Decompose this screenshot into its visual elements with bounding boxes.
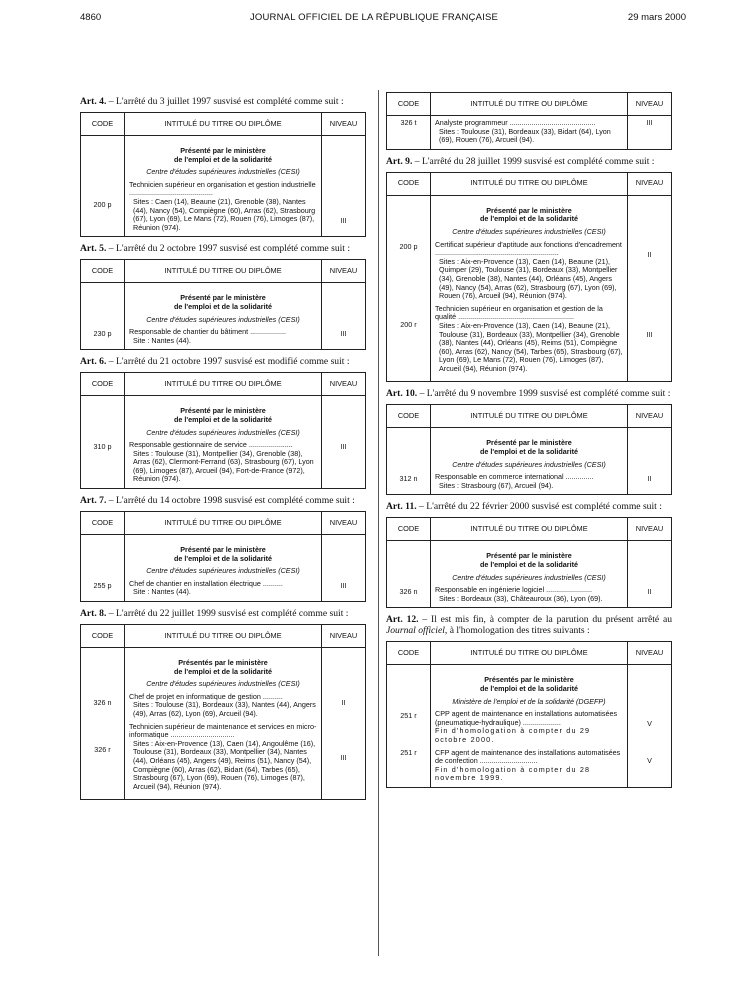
right-column (386, 92, 672, 788)
issue-date: 29 mars 2000 (627, 12, 686, 23)
diploma-title: Responsable en commerce international .............. (435, 472, 594, 482)
diploma-sites: Site : Nantes (44). (133, 587, 191, 597)
diploma-sites: Sites : Aix-en-Provence (13), Caen (14), Angoulême (16), Toulouse (31), Bordeaux (33), Montpellier (34), Nantes (44), Orléans (45), Angers (49), Reims (51), Nancy (54), Compiègne (60), Arras (62), Bidart (64), Tarbes (65), Strasbourg (67), Lyon (69), Rouen (76), Limoges (87), Arcueil (94), Réunion (974). (133, 738, 316, 791)
ministry-heading: Présenté par le ministère de l'emploi et de la solidarité (174, 146, 272, 164)
diploma-sites: Sites : Toulouse (31), Montpellier (34), Grenoble (38), Arras (62), Clermont-Ferrand (63), Strasbourg (67), Lyon (69), Limoges (87), Arcueil (94), Fort-de-France (972), Réunion (974). (133, 448, 314, 484)
diploma-title: Certificat supérieur d'aptitude aux fonctions d'encadrement .............................................................. (435, 239, 622, 258)
end-of-homologation: Fin d'homologation à compter du 29 octobre 2000. (435, 726, 591, 744)
diploma-sites: Sites : Aix-en-Provence (13), Caen (14), Beaune (21), Quimper (29), Toulouse (31), Bordeaux (33), Montpellier (34), Grenoble (38), Nantes (44), Orléans (45), Angers (49), Nancy (54), Arras (62), Strasbourg (67), Lyon (69), Rouen (76), Arcueil (94), Réunion (974). (439, 256, 618, 301)
diploma-title: Technicien supérieur de maintenance et services en micro-informatique ................................ (129, 721, 317, 740)
article-6-text: Art. 6. – L'arrêté du 21 octobre 1997 susvisé est modifié comme suit : (80, 356, 350, 368)
article-8-text: Art. 8. – L'arrêté du 22 juillet 1999 susvisé est complété comme suit : (80, 608, 349, 620)
article-11-text: Art. 11. – L'arrêté du 22 février 2000 susvisé est complété comme suit : (386, 501, 662, 513)
article-7-text: Art. 7. – L'arrêté du 14 octobre 1998 susvisé est complété comme suit : (80, 495, 355, 507)
diploma-title: Analyste programmeur ........................................... (435, 118, 596, 127)
diploma-sites: Sites : Toulouse (31), Bordeaux (33), Bidart (64), Lyon (69), Rouen (76), Arcueil (94). (439, 126, 611, 145)
article-10-text: Art. 10. – L'arrêté du 9 novembre 1999 susvisé est complété comme suit : (386, 388, 671, 400)
journal-title: JOURNAL OFFICIEL DE LA RÉPUBLIQUE FRANÇAISE (249, 12, 499, 23)
article-8-table-continued: CODE INTITULÉ DU TITRE OU DIPLÔME NIVEAU 326 t Analyste programmeur ........................................... Sites : Toulouse (31), Bordeaux (33), Bidart (64), Lyon (69), Rouen (76), Arcueil (94). III (386, 92, 672, 150)
article-4-table: CODE INTITULÉ DU TITRE OU DIPLÔME NIVEAU 200 p Présenté par le ministère de l'emploi et de la solidarité Centre d'études supérieures industrielles (CESI) Technicien supérieur en organisation et gestion industrielle .......................................... Sites : Caen (14), Beaune (21), Grenoble (38), Nantes (44), Nancy (54), Compiègne (60), Arras (62), Strasbourg (67), Lyon (69), Le Mans (72), Rouen (76), Limoges (87), Réunion (974). III (80, 112, 366, 237)
diploma-title: Responsable en ingénierie logiciel ....................... (435, 585, 593, 595)
end-of-homologation: Fin d'homologation à compter du 28 novembre 1999. (435, 764, 591, 783)
article-5-text: Art. 5. – L'arrêté du 2 octobre 1997 susvisé est complété comme suit : (80, 243, 351, 255)
dgefp-name: Ministère de l'emploi et de la solidarité (DGEFP) (452, 696, 606, 706)
diploma-title: Responsable gestionnaire de service ...................... (129, 440, 293, 450)
article-7-table: CODE INTITULÉ DU TITRE OU DIPLÔME NIVEAU 255 p Présenté par le ministère de l'emploi et de la solidarité Centre d'études supérieures industrielles (CESI) Chef de chantier en installation électrique .......... Site : Nantes (44). III (80, 511, 366, 602)
center-name: Centre d'études supérieures industrielles (CESI) (146, 167, 300, 177)
article-9-table: CODE INTITULÉ DU TITRE OU DIPLÔME NIVEAU 200 p 200 r Présenté par le ministère de l'emploi et de la solidarité Centre d'études supérieures industrielles (CESI) Certificat supérieur d'aptitude aux fonctions d'encadrement .............................................................. Sites : Aix-en-Provence (13), Caen (14), Beaune (21), Quimper (29), Toulouse (31), Bordeaux (33), Montpellier (34), Grenoble (38), Nantes (44), Orléans (45), Angers (49), Nancy (54), Arras (62), Strasbourg (67), Lyon (69), Rouen (76), Arcueil (94), Réunion (974). Technicien supérieur en organisation et gestion de la qualité .......................................................... Sites : Aix-en-Provence (13), Caen (14), Beaune (21), Toulouse (31), Bordeaux (33), Montpellier (34), Grenoble (38), Nantes (44), Orléans (45), Reims (51), Compiègne (60), Arras (62), Nancy (54), Tarbes (65), Strasbourg (67), Lyon (69), Le Mans (72), Rouen (76), Limoges (87), Arcueil (94), Réunion (974). II III (386, 172, 672, 383)
diploma-sites: Site : Nantes (44). (133, 335, 191, 345)
diploma-title: Responsable de chantier du bâtiment .................. (129, 327, 287, 337)
article-5-table: CODE INTITULÉ DU TITRE OU DIPLÔME NIVEAU 230 p Présenté par le ministère de l'emploi et de la solidarité Centre d'études supérieures industrielles (CESI) Responsable de chantier du bâtiment .................. Site : Nantes (44). III (80, 259, 366, 350)
diploma-sites: Sites : Toulouse (31), Bordeaux (33), Nantes (44), Angers (49), Arras (62), Lyon (69), Arcueil (94). (133, 700, 316, 718)
article-8-table: CODE INTITULÉ DU TITRE OU DIPLÔME NIVEAU 326 n 326 r Présentés par le ministère de l'emploi et de la solidarité Centre d'études supérieures industrielles (CESI) Chef de projet en informatique de gestion .......... Sites : Toulouse (31), Bordeaux (33), Nantes (44), Angers (49), Arras (62), Lyon (69), Arcueil (94). Technicien supérieur de maintenance et services en micro-informatique ................................ Sites : Aix-en-Provence (13), Caen (14), Angoulême (16), Toulouse (31), Bordeaux (33), Montpellier (34), Nantes (44), Orléans (45), Angers (49), Reims (51), Nancy (54), Compiègne (60), Arras (62), Bidart (64), Tarbes (65), Strasbourg (67), Lyon (69), Rouen (76), Limoges (87), Arcueil (94), Réunion (974). II III (80, 624, 366, 800)
diploma-title: Technicien supérieur en organisation et gestion industrielle .......................................... (129, 179, 316, 198)
page-number: 4860 (80, 12, 102, 23)
diploma-title: Chef de chantier en installation électrique .......... (129, 578, 283, 588)
diploma-title: Chef de projet en informatique de gestion .......... (129, 691, 283, 701)
diploma-sites: Sites : Bordeaux (33), Châteauroux (36), Lyon (69). (439, 593, 603, 603)
article-10-table: CODE INTITULÉ DU TITRE OU DIPLÔME NIVEAU 312 n Présenté par le ministère de l'emploi et de la solidarité Centre d'études supérieures industrielles (CESI) Responsable en commerce international .............. Sites : Strasbourg (67), Arcueil (94). II (386, 404, 672, 495)
column-divider (378, 90, 379, 956)
article-12-table: CODE INTITULÉ DU TITRE OU DIPLÔME NIVEAU 251 r 251 r Présentés par le ministère de l'emploi et de la solidarité Ministère de l'emploi et de la solidarité (DGEFP) CPP agent de maintenance en installations automatisées (pneumatique-hydraulique) ................... Fin d'homologation à compter du 29 octobre 2000. CFP agent de maintenance des installations automatisées de confection ............................. Fin d'homologation à compter du 28 novembre 1999. V V (386, 641, 672, 788)
article-11-table: CODE INTITULÉ DU TITRE OU DIPLÔME NIVEAU 326 n Présenté par le ministère de l'emploi et de la solidarité Centre d'études supérieures industrielles (CESI) Responsable en ingénierie logiciel ....................... Sites : Bordeaux (33), Châteauroux (36), Lyon (69). II (386, 517, 672, 608)
diploma-title: Technicien supérieur en organisation et gestion de la qualité .......................................................... (435, 303, 603, 322)
article-9-text: Art. 9. – L'arrêté du 28 juillet 1999 susvisé est complété comme suit : (386, 155, 655, 167)
diploma-title: CPP agent de maintenance en installations automatisées (pneumatique-hydraulique) ................... (435, 709, 618, 727)
article-6-table: CODE INTITULÉ DU TITRE OU DIPLÔME NIVEAU 310 p Présenté par le ministère de l'emploi et de la solidarité Centre d'études supérieures industrielles (CESI) Responsable gestionnaire de service ...................... Sites : Toulouse (31), Montpellier (34), Grenoble (38), Arras (62), Clermont-Ferrand (63), Strasbourg (67), Lyon (69), Limoges (87), Arcueil (94), Fort-de-France (972), Réunion (974). III (80, 372, 366, 489)
diploma-sites: Sites : Caen (14), Beaune (21), Grenoble (38), Nantes (44), Nancy (54), Compiègne (60), Arras (62), Strasbourg (67), Lyon (69), Le Mans (72), Rouen (76), Limoges (87), Réunion (974). (133, 196, 316, 232)
diploma-sites: Sites : Strasbourg (67), Arcueil (94). (439, 480, 554, 490)
diploma-sites: Sites : Aix-en-Provence (13), Caen (14), Beaune (21), Toulouse (31), Bordeaux (33), Montpellier (34), Grenoble (38), Nantes (44), Orléans (45), Reims (51), Compiègne (60), Arras (62), Nancy (54), Tarbes (65), Strasbourg (67), Lyon (69), Le Mans (72), Rouen (76), Limoges (87), Arcueil (94), Réunion (974). (439, 320, 623, 373)
article-4-text: Art. 4. – L'arrêté du 3 juillet 1997 susvisé est complété comme suit : (80, 96, 344, 107)
diploma-title: CFP agent de maintenance des installations automatisées de confection ............................. (435, 747, 621, 766)
article-12-text: Art. 12. – Il est mis fin, à compter de la parution du présent arrêté au Journal officiel, à l'homologation des titres suivants : (386, 614, 673, 637)
left-column (80, 90, 366, 800)
